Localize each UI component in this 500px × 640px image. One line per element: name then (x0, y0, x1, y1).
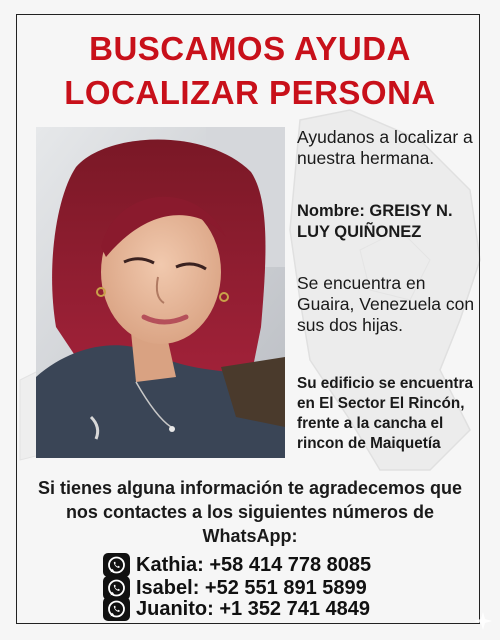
location-text: Se encuentra en Guaira, Venezuela con sus dos hijas. (297, 273, 475, 335)
intro-text: Ayudanos a localizar a nuestra hermana. (297, 127, 473, 168)
headline-line-1: BUSCAMOS AYUDA (89, 30, 411, 67)
headline-line-2: LOCALIZAR PERSONA (64, 74, 436, 111)
person-photo (36, 127, 285, 458)
contact-label: Juanito: +1 352 741 4849 (136, 597, 371, 620)
building-text: Su edificio se encuentra en El Sector El Rincón, frente a la cancha el rincon de Maiquetía (297, 375, 473, 452)
sparkle-icon (474, 612, 492, 630)
contact-isabel[interactable] (103, 577, 367, 599)
contact-juanito[interactable] (103, 598, 370, 620)
person-name: Nombre: GREISY N. LUY QUIÑONEZ (297, 202, 453, 241)
whatsapp-icon (103, 553, 130, 577)
contact-kathia[interactable] (103, 554, 371, 576)
call-to-action: Si tienes alguna información te agradecemos que nos contactes a los siguientes números de WhatsApp: (37, 478, 463, 546)
contact-label: Isabel: +52 551 891 5899 (136, 576, 367, 599)
whatsapp-icon (103, 597, 130, 621)
contact-label: Kathia: +58 414 778 8085 (136, 553, 372, 576)
